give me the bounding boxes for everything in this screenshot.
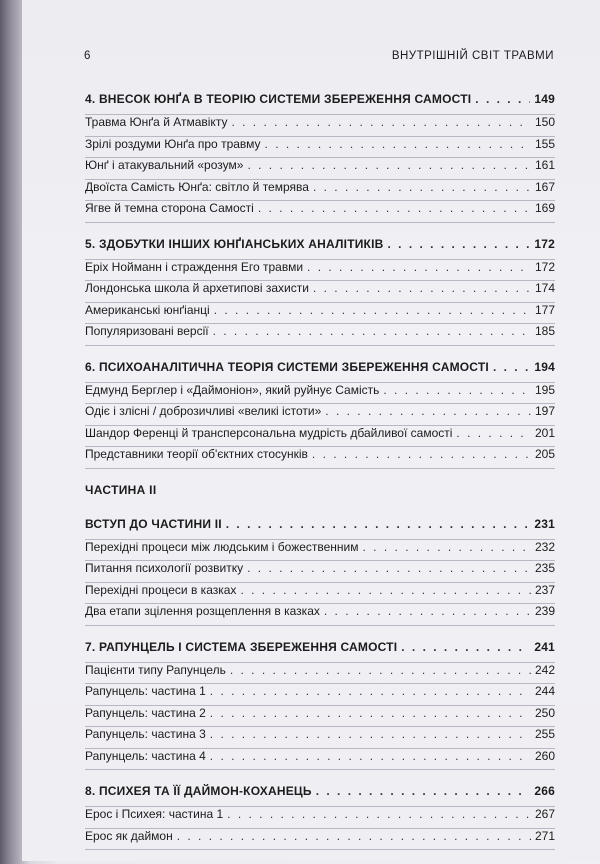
toc-entry-title: Два етапи зцілення розщеплення в казках <box>85 604 320 618</box>
toc-entry-title: Ерос і Психея: частина 1 <box>85 807 224 821</box>
toc-entry <box>85 201 555 223</box>
toc-page-number: 174 <box>534 281 555 295</box>
toc-entry-title: Пацієнти типу Рапунцель <box>85 662 226 677</box>
toc-entry <box>85 829 555 851</box>
toc-page-number: 177 <box>534 302 555 317</box>
toc-entry-title: Питання психології розвитку <box>85 561 244 575</box>
toc-page-number: 244 <box>534 684 555 698</box>
toc-leader-dots <box>324 604 531 618</box>
toc-chapter-heading <box>85 640 555 663</box>
toc-chapter-5 <box>85 237 555 346</box>
toc-leader-dots <box>313 180 531 194</box>
toc-entry-title: Одіє і злісні / доброзичливі «великі істоти» <box>85 404 322 418</box>
toc-page-number: 195 <box>534 382 555 397</box>
toc-leader-dots <box>247 158 531 172</box>
toc-entry <box>85 260 555 282</box>
toc-leader-dots <box>177 829 531 843</box>
toc-entry-title: Лондонська школа й архетипові захисти <box>85 281 309 295</box>
toc-entry-title: Рапунцель: частина 3 <box>85 727 206 741</box>
toc-leader-dots <box>312 447 531 461</box>
toc-entry-title: Зрілі роздуми Юнґа про травму <box>85 136 261 151</box>
toc-leader-dots <box>383 383 531 397</box>
toc-chapter-4 <box>85 92 555 223</box>
toc-entry <box>85 684 555 706</box>
toc-chapter-title: 6. ПСИХОАНАЛІТИЧНА ТЕОРІЯ СИСТЕМИ ЗБЕРЕЖЕННЯ САМОСТІ <box>85 359 489 374</box>
toc-entry-title: Шандор Ференці й трансперсональна мудрість дбайливої самості <box>85 425 453 440</box>
toc-chapter-title: ВСТУП ДО ЧАСТИНИ ІІ <box>85 516 222 531</box>
toc-page-number: 155 <box>534 136 555 151</box>
toc-leader-dots <box>226 517 531 531</box>
toc-page-number: 205 <box>534 447 555 461</box>
toc-page-number: 267 <box>534 807 555 821</box>
toc-leader-dots <box>265 137 531 151</box>
toc-page-number: 172 <box>534 259 555 274</box>
table-of-contents <box>85 92 555 864</box>
toc-page-number: 167 <box>534 179 555 194</box>
book-page <box>22 0 600 861</box>
toc-leader-dots <box>475 92 530 106</box>
toc-page-number: 235 <box>534 561 555 575</box>
toc-page-number: 232 <box>534 539 555 554</box>
toc-page-number: 161 <box>534 158 555 172</box>
toc-leader-dots <box>214 303 531 317</box>
toc-chapter-heading <box>85 517 555 540</box>
toc-chapter-heading <box>85 92 555 115</box>
toc-chapter-title: 8. ПСИХЕЯ ТА ЇЇ ДАЙМОН-КОХАНЕЦЬ <box>85 784 312 798</box>
toc-chapter-heading <box>85 237 555 260</box>
toc-chapter-title: 5. ЗДОБУТКИ ІНШИХ ЮНҐІАНСЬКИХ АНАЛІТИКІВ <box>85 236 384 251</box>
toc-page-number: 172 <box>534 236 555 251</box>
toc-leader-dots <box>313 281 531 295</box>
toc-leader-dots <box>210 727 531 741</box>
toc-page-number: 242 <box>534 662 555 677</box>
toc-chapter-title: 7. РАПУНЦЕЛЬ І СИСТЕМА ЗБЕРЕЖЕННЯ САМОСТІ <box>85 639 398 654</box>
toc-leader-dots <box>387 237 530 251</box>
toc-entry-title: Перехідні процеси в казках <box>85 582 237 597</box>
toc-entry <box>85 137 555 159</box>
toc-entry-title: Представники теорії об'єктних стосунків <box>85 447 308 461</box>
toc-chapter-title: 4. ВНЕСОК ЮНҐА В ТЕОРІЮ СИСТЕМИ ЗБЕРЕЖЕННЯ САМОСТІ <box>85 92 472 106</box>
toc-entry <box>85 663 555 685</box>
toc-entry <box>85 158 555 180</box>
toc-leader-dots <box>247 561 531 575</box>
toc-entry <box>85 404 555 426</box>
toc-page-number: 194 <box>534 359 555 374</box>
toc-page-number: 266 <box>534 784 555 798</box>
toc-entry <box>85 281 555 303</box>
toc-entry-title: Едмунд Берглер і «Даймоніон», який руйнує Самість <box>85 382 380 397</box>
toc-entry-title: Травма Юнґа й Атмавікту <box>85 115 228 129</box>
toc-entry-title: Юнґ і атакувальний «розум» <box>85 158 244 172</box>
toc-page-number: 231 <box>534 516 555 531</box>
toc-leader-dots <box>231 115 531 129</box>
toc-page-number: 201 <box>534 425 555 440</box>
toc-chapter-heading <box>85 360 555 383</box>
toc-leader-dots <box>456 426 531 440</box>
toc-intro-part-2 <box>85 517 555 626</box>
toc-entry <box>85 383 555 405</box>
toc-entry-title: Двоїста Самість Юнґа: світло й темрява <box>85 179 309 194</box>
toc-chapter-6 <box>85 360 555 469</box>
toc-entry <box>85 604 555 626</box>
toc-entry <box>85 115 555 137</box>
toc-entry-title: Рапунцель: частина 1 <box>85 684 206 698</box>
toc-leader-dots <box>210 684 531 698</box>
toc-chapter-8 <box>85 784 555 850</box>
toc-page-number: 250 <box>534 705 555 720</box>
toc-leader-dots <box>316 784 531 798</box>
toc-leader-dots <box>325 404 531 418</box>
toc-entry <box>85 180 555 202</box>
toc-entry-title: Популяризовані версії <box>85 324 209 338</box>
toc-page-number: 185 <box>534 324 555 338</box>
toc-entry-title: Американські юнґіанці <box>85 302 210 317</box>
toc-entry-title: Ягве й темна сторона Самості <box>85 201 254 215</box>
toc-entry <box>85 807 555 829</box>
toc-entry <box>85 426 555 448</box>
toc-entry-title: Ерос як даймон <box>85 828 173 843</box>
toc-leader-dots <box>493 360 530 374</box>
toc-page-number: 241 <box>534 639 555 654</box>
toc-entry <box>85 540 555 562</box>
toc-page-number: 150 <box>534 115 555 129</box>
toc-page-number: 237 <box>534 582 555 597</box>
toc-chapter-heading <box>85 784 555 807</box>
toc-entry <box>85 749 555 771</box>
toc-leader-dots <box>227 807 531 821</box>
toc-entry <box>85 303 555 325</box>
toc-leader-dots <box>240 583 531 597</box>
toc-leader-dots <box>210 706 531 720</box>
book-title: ВНУТРІШНІЙ СВІТ ТРАВМИ <box>391 50 554 62</box>
toc-page-number: 260 <box>534 748 555 763</box>
toc-entry-title: Рапунцель: частина 4 <box>85 748 206 763</box>
toc-entry <box>85 561 555 583</box>
running-head <box>84 50 554 62</box>
toc-leader-dots <box>213 324 531 338</box>
part-heading: ЧАСТИНА ІІ <box>85 482 157 497</box>
toc-leader-dots <box>230 663 531 677</box>
toc-page-number: 169 <box>534 201 555 215</box>
toc-entry-title: Перехідні процеси між людським і божественним <box>85 539 359 554</box>
toc-entry <box>85 727 555 749</box>
toc-entry <box>85 447 555 469</box>
toc-entry-title: Еріх Нойманн і страждення Его травми <box>85 259 304 274</box>
toc-leader-dots <box>210 749 531 763</box>
toc-leader-dots <box>307 260 531 274</box>
toc-entry <box>85 583 555 605</box>
toc-entry-title: Рапунцель: частина 2 <box>85 705 206 720</box>
toc-entry <box>85 706 555 728</box>
toc-page-number: 197 <box>534 404 555 418</box>
page-number: 6 <box>84 50 91 62</box>
toc-page-number: 255 <box>534 727 555 741</box>
toc-chapter-7 <box>85 640 555 771</box>
toc-page-number: 271 <box>534 828 555 843</box>
toc-entry <box>85 324 555 346</box>
toc-leader-dots <box>258 201 531 215</box>
toc-page-number: 239 <box>534 604 555 618</box>
toc-page-number: 149 <box>534 92 555 106</box>
toc-leader-dots <box>363 540 531 554</box>
toc-leader-dots <box>401 640 530 654</box>
